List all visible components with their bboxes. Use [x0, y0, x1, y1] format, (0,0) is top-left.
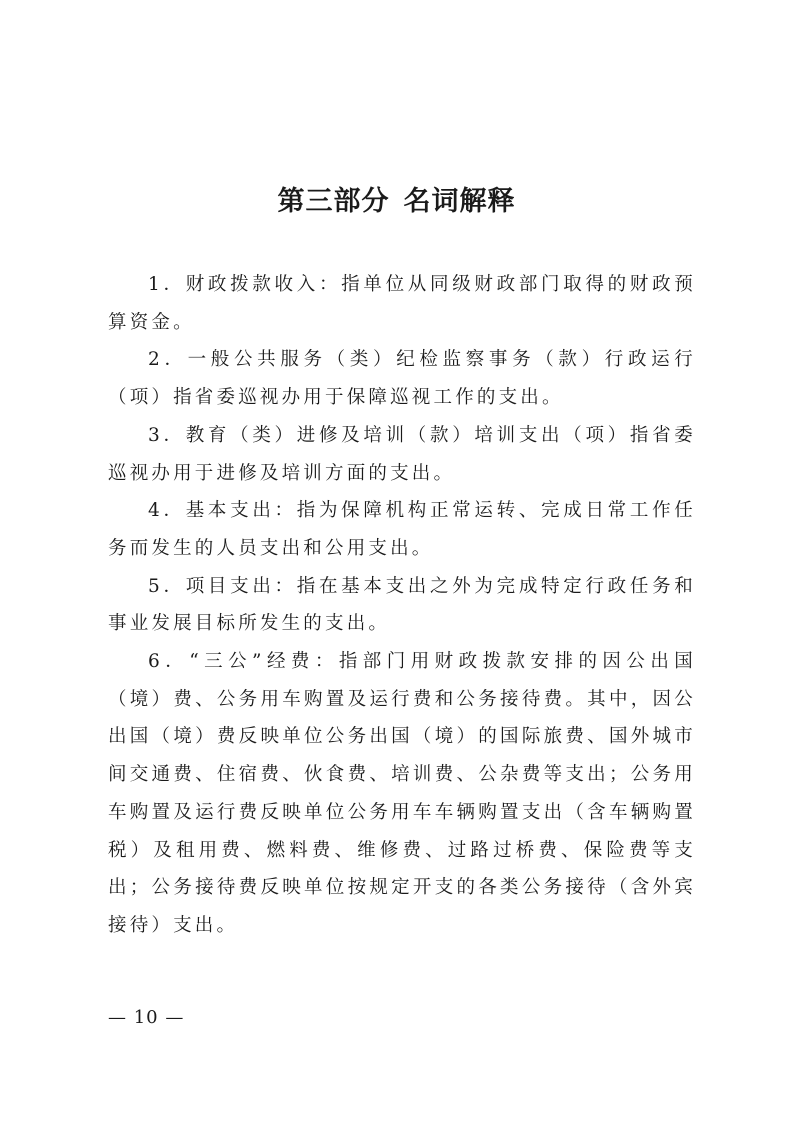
- definition-paragraph-2: 2．一般公共服务（类）纪检监察事务（款）行政运行（项）指省委巡视办用于保障巡视工作的支出。: [108, 349, 696, 409]
- definition-paragraph-1: 1．财政拨款收入：指单位从同级财政部门取得的财政预算资金。: [108, 274, 696, 333]
- definition-paragraph-4: 4．基本支出：指为保障机构正常运转、完成日常工作任务而发生的人员支出和公用支出。: [108, 500, 696, 559]
- title-part-1: 第三部分: [277, 186, 390, 217]
- definitions-body: [108, 266, 696, 945]
- page-title: [0, 182, 793, 222]
- title-part-2: 名词解释: [403, 186, 516, 217]
- page-number: — 10 —: [108, 1007, 185, 1028]
- definition-paragraph-6: 6．“三公”经费：指部门用财政拨款安排的因公出国（境）费、公务用车购置及运行费和公务接待费。其中，因公出国（境）费反映单位公务出国（境）的国际旅费、国外城市间交通费、住宿费、伙食费、培训费、公杂费等支出；公务用车购置及运行费反映单位公务用车车辆购置支出（含车辆购置税）及租用费、燃料费、维修费、过路过桥费、保险费等支出；公务接待费反映单位按规定开支的各类公务接待（含外宾接待）支出。: [108, 651, 696, 936]
- definition-paragraph-3: 3．教育（类）进修及培训（款）培训支出（项）指省委巡视办用于进修及培训方面的支出。: [108, 424, 696, 484]
- definition-paragraph-5: 5．项目支出：指在基本支出之外为完成特定行政任务和事业发展目标所发生的支出。: [108, 575, 696, 635]
